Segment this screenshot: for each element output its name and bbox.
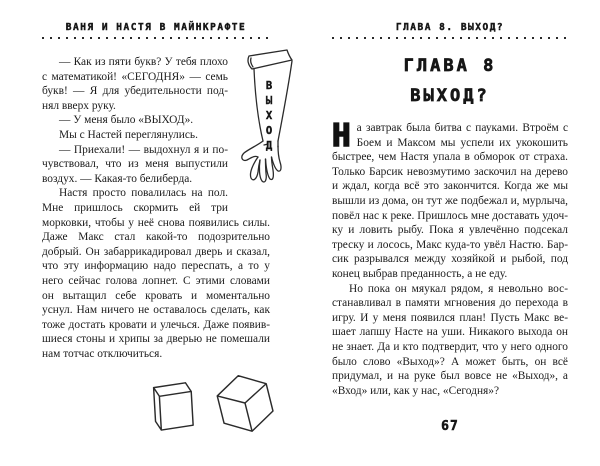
paragraph-text: а завтрак была битва с пауками. Втроём с Боем и Максом мы успели их укокошить быстрее, чем Настя упала в обморок от страха. Только Барсик невозмутимо заскочил на дерево и ждал, когда всё это закончится. Когда же мы вышли из дома, он тут же подбежал и, мурлыча, повёл нас к реке. Пришлось мне доставать удочку и ловить рыбу. Пока я увлечённо подсекал треску и лосось, Макс куда-то увёл Настю. Барсик разрывался между хозяйкой и рыбой, под конец выбрав преданность, а не еду. bbox=[332, 122, 568, 280]
left-header bbox=[42, 22, 270, 40]
arm-wrap-spacer bbox=[228, 55, 270, 202]
running-head-left: ВАНЯ И НАСТЯ В МАЙНКРАФТЕ bbox=[65, 22, 247, 33]
cube-tilted-icon bbox=[213, 371, 277, 435]
paragraph: Мы с Настей переглянулись. bbox=[59, 128, 198, 141]
cube-illustrations bbox=[143, 375, 277, 435]
right-header bbox=[332, 22, 568, 40]
paragraph: Настя просто повалилась на пол. Мне пришлось скормить ей три морковки, чтобы у неё снова появились силы. Даже Макс стал какой-то подозрительно добрый. Он забаррикадировал дверь и сказал, что эту информацию надо переспать, а то у него сейчас голова лопнет. С этими словами он вытащил себе кровать и моментально уснул. Нам ничего не оставалось сделать, как тоже достать кровати и улечься. Даже появившиеся стоны и хрипы за дверью не помешали нам тотчас отключиться. bbox=[42, 187, 270, 360]
paragraph: — Приехали! — выдохнул я и почувствовал, что из меня выпустили воздух. — Какая-то белиберда. bbox=[42, 143, 228, 185]
dotted-rule-right bbox=[332, 37, 568, 40]
chapter-title bbox=[332, 56, 568, 106]
dotted-rule-left bbox=[42, 37, 270, 40]
arm-label-vyhod: ВЫХОД bbox=[263, 80, 275, 155]
cube-front-icon bbox=[143, 375, 197, 433]
drop-cap: Н bbox=[332, 118, 351, 154]
paragraph: Но пока он мяукал рядом, я невольно восстанавливал в памяти мгновения до перехода в игру. И у меня появился план! Пусть Макс вешает лапшу Насте на уши. Никакого выхода он не знает. Да и кто подтвердит, что у него одного было слово «Выход»? А может быть, он всё придумал, и на руке был вовсе не «Выход», а «Вход» или, как у нас, «Сегодня»? bbox=[332, 282, 568, 397]
page-right bbox=[332, 22, 568, 458]
chapter-title-line2: ВЫХОД? bbox=[410, 86, 490, 106]
paragraph: — Как из пяти букв? У тебя плохо с математикой! «СЕГОДНЯ» — семь букв! — Я для убедительности поднял вверх руку. bbox=[42, 56, 228, 112]
page-number: 67 bbox=[441, 419, 459, 434]
running-head-right: ГЛАВА 8. ВЫХОД? bbox=[395, 22, 505, 33]
paragraph: — У меня было «ВЫХОД». bbox=[59, 114, 194, 127]
page-left bbox=[42, 22, 275, 458]
right-body-text bbox=[332, 118, 568, 398]
paragraph-dropcap bbox=[332, 118, 568, 282]
left-body-text bbox=[42, 55, 270, 361]
chapter-title-line1: ГЛАВА 8 bbox=[403, 56, 497, 76]
